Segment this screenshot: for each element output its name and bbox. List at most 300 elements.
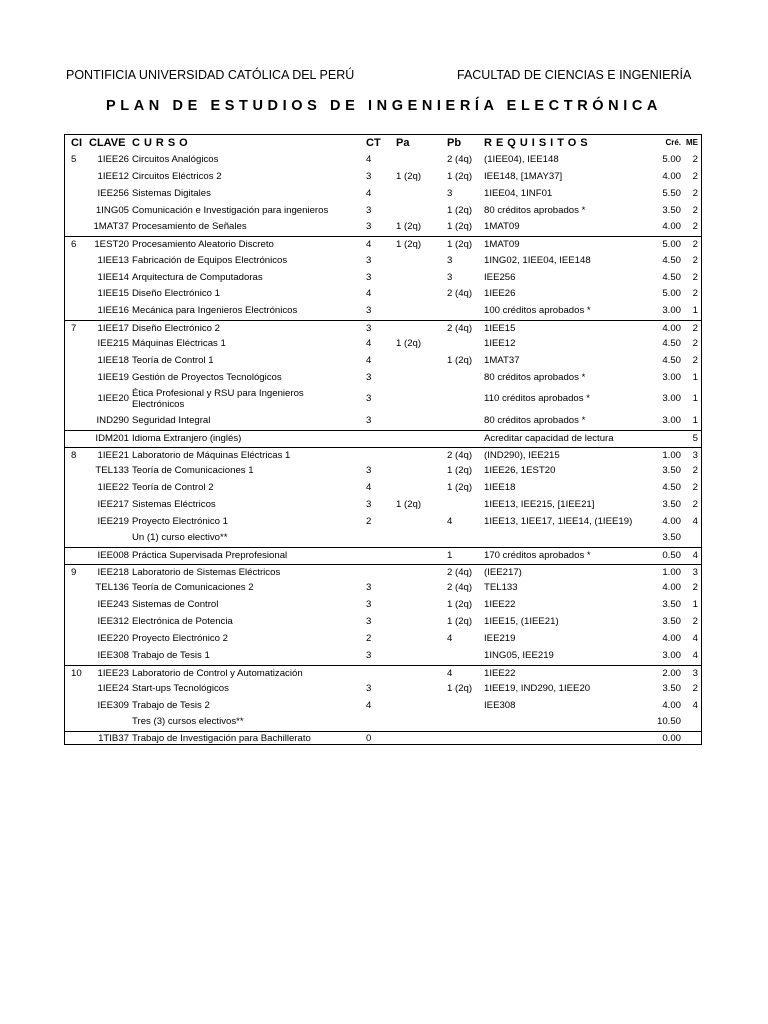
cell-ct: 3	[366, 415, 372, 427]
cell-requisitos: 1MAT09	[484, 239, 520, 251]
cell-requisitos: 110 créditos aprobados *	[484, 393, 590, 405]
cell-clave: 1IEE14	[97, 271, 129, 283]
table-row	[65, 413, 701, 430]
cell-pa: 1 (2q)	[396, 499, 422, 511]
cell-creditos: 4.50	[662, 338, 681, 350]
cell-curso: Trabajo de Tesis 2	[132, 699, 210, 711]
page-title: PLAN DE ESTUDIOS DE INGENIERÍA ELECTRÓNICA	[106, 98, 662, 114]
cell-ci: 6	[71, 239, 77, 251]
cell-ct	[366, 666, 386, 682]
cell-curso: Circuitos Eléctricos 2	[132, 170, 222, 182]
cell-ci	[71, 580, 91, 597]
cell-me: 4	[692, 650, 698, 662]
header-curso: CURSO	[132, 137, 192, 150]
cell-clave: 1IEE18	[97, 355, 129, 367]
cell-clave	[91, 530, 129, 547]
table-row	[65, 336, 701, 353]
cell-creditos: 3.50	[662, 204, 681, 216]
table-row	[65, 731, 701, 746]
cell-pa	[396, 431, 436, 448]
cell-creditos: 3.00	[662, 650, 681, 662]
cell-ci	[71, 648, 91, 665]
cell-pb: 4	[447, 667, 453, 679]
cell-requisitos: IEE308	[484, 699, 516, 711]
cell-pb: 1 (2q)	[447, 683, 473, 695]
cell-me: 3	[692, 449, 698, 461]
cell-pb: 2 (4q)	[447, 322, 473, 334]
table-row	[65, 631, 701, 648]
cell-ct: 2	[366, 515, 372, 527]
cell-pa	[396, 548, 436, 565]
cell-me: 2	[692, 582, 698, 594]
cell-creditos: 5.00	[662, 154, 681, 166]
cell-pb: 1 (2q)	[447, 204, 473, 216]
cell-clave: IEE217	[97, 499, 129, 511]
cell-creditos: 3.00	[662, 305, 681, 317]
cell-requisitos	[484, 530, 649, 547]
cell-requisitos: 1ING05, IEE219	[484, 650, 554, 662]
cell-curso: Procesamiento de Señales	[132, 221, 247, 233]
faculty-name: FACULTAD DE CIENCIAS E INGENIERÍA	[457, 68, 692, 82]
cell-pa	[396, 614, 436, 631]
table-row	[65, 370, 701, 386]
table-row	[65, 480, 701, 497]
cell-ci	[71, 463, 91, 480]
cell-me: 2	[692, 465, 698, 477]
cell-curso: Proyecto Electrónico 2	[132, 633, 228, 645]
cell-pa	[396, 681, 436, 698]
cell-creditos: 1.00	[662, 449, 681, 461]
cell-requisitos: 1IEE13, 1IEE17, 1IEE14, (1IEE19)	[484, 515, 633, 527]
table-row	[65, 320, 701, 337]
cell-curso: Trabajo de Investigación para Bachillerato	[132, 732, 311, 744]
cell-ct: 4	[366, 482, 372, 494]
cell-ct: 4	[366, 355, 372, 367]
table-row	[65, 681, 701, 698]
cell-pa	[396, 152, 436, 169]
cell-clave	[91, 714, 129, 731]
cell-me: 2	[692, 683, 698, 695]
cell-requisitos: (IEE217)	[484, 566, 522, 578]
cell-clave: 1IEE20	[97, 393, 129, 405]
cell-me: 4	[692, 515, 698, 527]
cell-clave: 1IEE17	[97, 322, 129, 334]
cell-creditos: 4.00	[662, 221, 681, 233]
cell-creditos: 3.50	[662, 683, 681, 695]
cell-pb: 1 (2q)	[447, 355, 473, 367]
cell-requisitos: 1IEE15, (1IEE21)	[484, 616, 559, 628]
cell-pb: 1 (2q)	[447, 239, 473, 251]
cell-clave: 1IEE19	[97, 371, 129, 383]
cell-pb: 4	[447, 633, 453, 645]
table-row	[65, 219, 701, 236]
cell-curso: Start-ups Tecnológicos	[132, 683, 229, 695]
cell-requisitos: 1MAT09	[484, 221, 520, 233]
table-row	[65, 530, 701, 547]
cell-pa: 1 (2q)	[396, 239, 422, 251]
cell-clave: IEE312	[97, 616, 129, 628]
cell-pb: 1 (2q)	[447, 170, 473, 182]
cell-creditos: 1.00	[662, 566, 681, 578]
cell-curso: Seguridad Integral	[132, 415, 211, 427]
cell-curso: Laboratorio de Control y Automatización	[132, 667, 303, 679]
cell-me: 2	[692, 322, 698, 334]
cell-pa	[396, 580, 436, 597]
cell-requisitos: 1IEE26	[484, 288, 516, 300]
cell-ci	[71, 203, 91, 219]
cell-clave: IEE256	[97, 188, 129, 200]
cell-ct: 2	[366, 633, 372, 645]
cell-requisitos: TEL133	[484, 582, 518, 594]
cell-pb	[447, 497, 481, 514]
cell-pa	[396, 597, 436, 614]
cell-me: 1	[692, 415, 698, 427]
cell-clave: 1IEE13	[97, 255, 129, 267]
cell-curso: Laboratorio de Máquinas Eléctricas 1	[132, 449, 291, 461]
table-row	[65, 614, 701, 631]
table-header-row	[65, 135, 701, 152]
cell-ct: 0	[366, 732, 372, 744]
cell-ct: 3	[366, 305, 372, 317]
cell-ci	[71, 548, 91, 565]
cell-clave: 1IEE26	[97, 154, 129, 166]
cell-pa	[396, 386, 436, 413]
cell-pa	[396, 303, 436, 320]
cell-requisitos: 1IEE22	[484, 599, 516, 611]
table-row	[65, 236, 701, 254]
header-me: ME	[686, 138, 698, 148]
cell-ct: 3	[366, 499, 372, 511]
cell-pa	[396, 370, 436, 386]
cell-curso: Máquinas Eléctricas 1	[132, 338, 226, 350]
cell-ct: 3	[366, 582, 372, 594]
cell-creditos: 3.50	[662, 499, 681, 511]
cell-pa: 1 (2q)	[396, 170, 422, 182]
cell-creditos: 4.50	[662, 355, 681, 367]
cell-clave: IEE219	[97, 515, 129, 527]
cell-curso: Gestión de Proyectos Tecnológicos	[132, 371, 282, 383]
cell-pb	[447, 530, 481, 547]
cell-curso: Un (1) curso electivo**	[132, 532, 228, 544]
cell-curso: Comunicación e Investigación para ingenieros	[132, 204, 329, 216]
cell-pa	[396, 714, 436, 731]
cell-creditos: 3.50	[662, 599, 681, 611]
cell-pb: 3	[447, 188, 453, 200]
cell-requisitos: 1IEE22	[484, 667, 516, 679]
cell-creditos: 4.00	[662, 633, 681, 645]
cell-ct: 3	[366, 255, 372, 267]
cell-requisitos: 1IEE18	[484, 482, 516, 494]
cell-pa	[396, 514, 436, 530]
table-row	[65, 152, 701, 169]
cell-ci	[71, 431, 91, 448]
cell-clave: IEE215	[97, 338, 129, 350]
cell-clave: IEE243	[97, 599, 129, 611]
header-ci: CI	[71, 137, 82, 150]
cell-me	[684, 732, 698, 746]
cell-clave: IEE308	[97, 650, 129, 662]
cell-curso: Ética Profesional y RSU para Ingenieros Electrónicos	[132, 387, 304, 410]
cell-requisitos: IEE148, [1MAY37]	[484, 170, 563, 182]
cell-curso: Idioma Extranjero (inglés)	[132, 433, 242, 445]
cell-me: 2	[692, 355, 698, 367]
cell-me: 2	[692, 170, 698, 182]
cell-curso: Procesamiento Aleatorio Discreto	[132, 239, 274, 251]
cell-creditos: 3.00	[662, 371, 681, 383]
cell-curso: Tres (3) cursos electivos**	[132, 716, 244, 728]
cell-curso: Circuitos Analógicos	[132, 154, 219, 166]
cell-pb: 1 (2q)	[447, 221, 473, 233]
cell-pb	[447, 336, 481, 353]
cell-me: 2	[692, 255, 698, 267]
cell-ci	[71, 270, 91, 286]
cell-ci	[71, 370, 91, 386]
cell-ct: 4	[366, 699, 372, 711]
cell-me: 2	[692, 154, 698, 166]
cell-me: 3	[692, 566, 698, 578]
cell-ci	[71, 597, 91, 614]
cell-pb: 2 (4q)	[447, 154, 473, 166]
cell-ct	[366, 548, 386, 565]
cell-creditos: 3.50	[662, 616, 681, 628]
cell-requisitos: 80 créditos aprobados *	[484, 204, 586, 216]
cell-ci	[71, 219, 91, 236]
header-pa: Pa	[396, 137, 410, 150]
cell-creditos: 3.50	[662, 465, 681, 477]
cell-pb	[447, 413, 481, 430]
cell-ci	[71, 530, 91, 547]
header-pb: Pb	[447, 137, 462, 150]
cell-requisitos: Acreditar capacidad de lectura	[484, 433, 614, 445]
cell-ct: 4	[366, 288, 372, 300]
cell-me: 2	[692, 188, 698, 200]
cell-pa	[396, 186, 436, 203]
cell-clave: TEL133	[95, 465, 129, 477]
cell-ci	[71, 714, 91, 731]
cell-ct: 4	[366, 154, 372, 166]
cell-me: 2	[692, 338, 698, 350]
cell-curso: Laboratorio de Sistemas Eléctricos	[132, 566, 281, 578]
cell-requisitos: (1IEE04), IEE148	[484, 154, 559, 166]
cell-creditos: 4.00	[662, 699, 681, 711]
cell-clave: IND290	[96, 415, 129, 427]
cell-ct	[366, 530, 386, 547]
cell-creditos: 2.00	[662, 667, 681, 679]
cell-creditos: 0.00	[662, 732, 681, 744]
cell-ci	[71, 386, 91, 413]
cell-curso: Teoría de Comunicaciones 1	[132, 465, 254, 477]
table-row	[65, 286, 701, 303]
cell-me	[684, 714, 698, 731]
cell-ci	[71, 303, 91, 320]
cell-requisitos: 80 créditos aprobados *	[484, 371, 586, 383]
cell-ct: 4	[366, 239, 372, 251]
cell-pa	[396, 353, 436, 370]
cell-pa	[396, 666, 436, 682]
cell-clave: 1MAT37	[93, 221, 129, 233]
header-requisitos: REQUISITOS	[484, 137, 592, 150]
cell-me: 4	[692, 633, 698, 645]
cell-requisitos: 1IEE13, IEE215, [1IEE21]	[484, 499, 595, 511]
cell-clave: 1EST20	[94, 239, 129, 251]
cell-clave: 1IEE24	[97, 683, 129, 695]
header-clave: CLAVE	[89, 137, 126, 150]
table-row	[65, 303, 701, 320]
cell-clave: 1IEE16	[97, 305, 129, 317]
cell-ci	[71, 186, 91, 203]
table-row	[65, 547, 701, 565]
cell-me: 3	[692, 667, 698, 679]
cell-creditos: 5.00	[662, 288, 681, 300]
cell-curso: Proyecto Electrónico 1	[132, 515, 228, 527]
cell-requisitos: 1IEE26, 1EST20	[484, 465, 556, 477]
cell-ci: 7	[71, 322, 77, 334]
cell-curso: Sistemas de Control	[132, 599, 219, 611]
table-row	[65, 714, 701, 731]
cell-pb	[447, 303, 481, 320]
cell-requisitos: 80 créditos aprobados *	[484, 415, 586, 427]
cell-ci	[71, 514, 91, 530]
cell-pb: 3	[447, 255, 453, 267]
cell-clave: TEL136	[95, 582, 129, 594]
table-row	[65, 514, 701, 530]
cell-creditos: 4.50	[662, 271, 681, 283]
cell-pa	[396, 203, 436, 219]
cell-pa	[396, 321, 436, 337]
cell-pb: 1 (2q)	[447, 599, 473, 611]
cell-pa	[396, 270, 436, 286]
cell-pa	[396, 413, 436, 430]
cell-me: 2	[692, 271, 698, 283]
cell-pb	[447, 386, 481, 413]
table-row	[65, 665, 701, 682]
cell-ci: 5	[71, 154, 77, 166]
cell-creditos: 3.00	[662, 393, 681, 405]
cell-creditos	[649, 431, 681, 448]
cell-pa	[396, 480, 436, 497]
cell-me: 2	[692, 482, 698, 494]
cell-me: 5	[692, 433, 698, 445]
cell-ct: 3	[366, 221, 372, 233]
cell-creditos: 5.00	[662, 239, 681, 251]
cell-curso: Sistemas Eléctricos	[132, 499, 216, 511]
cell-pa	[396, 698, 436, 714]
cell-pa	[396, 286, 436, 303]
cell-curso: Teoría de Control 1	[132, 355, 214, 367]
table-row	[65, 648, 701, 665]
cell-ci	[71, 614, 91, 631]
table-row	[65, 447, 701, 464]
cell-ct: 3	[366, 393, 372, 405]
cell-me: 2	[692, 239, 698, 251]
cell-ct	[366, 565, 386, 581]
cell-pb	[447, 698, 481, 714]
cell-pa	[396, 648, 436, 665]
cell-ci	[71, 698, 91, 714]
cell-requisitos: 1ING02, 1IEE04, IEE148	[484, 255, 591, 267]
cell-curso: Mecánica para Ingenieros Electrónicos	[132, 305, 298, 317]
cell-requisitos: IEE256	[484, 271, 516, 283]
cell-curso: Trabajo de Tesis 1	[132, 650, 210, 662]
cell-creditos: 3.00	[662, 415, 681, 427]
cell-ct: 3	[366, 371, 372, 383]
study-plan-table	[64, 134, 702, 745]
cell-creditos: 10.50	[656, 716, 681, 728]
cell-ci	[71, 336, 91, 353]
cell-requisitos	[484, 714, 649, 731]
cell-pa: 1 (2q)	[396, 338, 422, 350]
cell-ci	[71, 253, 91, 270]
cell-me: 2	[692, 221, 698, 233]
cell-pb: 2 (4q)	[447, 449, 473, 461]
cell-ci	[71, 480, 91, 497]
cell-clave: 1IEE21	[97, 449, 129, 461]
cell-me: 4	[692, 699, 698, 711]
cell-ct: 3	[366, 683, 372, 695]
table-row	[65, 564, 701, 581]
cell-ct: 3	[366, 650, 372, 662]
cell-me: 1	[692, 599, 698, 611]
cell-ct	[366, 431, 386, 448]
cell-pb: 3	[447, 271, 453, 283]
table-row	[65, 270, 701, 286]
cell-me: 1	[692, 371, 698, 383]
cell-pb: 1 (2q)	[447, 616, 473, 628]
cell-ci	[71, 681, 91, 698]
cell-requisitos: 100 créditos aprobados *	[484, 305, 591, 317]
cell-creditos: 4.00	[662, 322, 681, 334]
cell-ct	[366, 448, 386, 464]
cell-pb	[447, 732, 481, 746]
cell-creditos: 4.00	[662, 582, 681, 594]
cell-requisitos: 170 créditos aprobados *	[484, 550, 591, 562]
cell-creditos: 4.00	[662, 170, 681, 182]
table-row	[65, 497, 701, 514]
cell-pb	[447, 370, 481, 386]
cell-ct: 4	[366, 188, 372, 200]
cell-requisitos: 1MAT37	[484, 355, 520, 367]
cell-ct: 3	[366, 271, 372, 283]
cell-pa	[396, 463, 436, 480]
table-row	[65, 203, 701, 219]
cell-pa	[396, 448, 436, 464]
cell-me: 2	[692, 204, 698, 216]
cell-clave: IEE218	[97, 566, 129, 578]
cell-ci	[71, 413, 91, 430]
cell-pa	[396, 732, 436, 746]
cell-creditos: 0.50	[662, 550, 681, 562]
cell-requisitos: (IND290), IEE215	[484, 449, 560, 461]
cell-creditos: 4.00	[662, 515, 681, 527]
cell-creditos: 4.50	[662, 482, 681, 494]
cell-me: 2	[692, 616, 698, 628]
cell-clave: IEE008	[97, 550, 129, 562]
cell-ci: 10	[71, 667, 82, 679]
cell-ci	[71, 497, 91, 514]
cell-clave: 1IEE22	[97, 482, 129, 494]
cell-ci	[71, 169, 91, 185]
cell-clave: 1IEE15	[97, 288, 129, 300]
cell-clave: 1IEE23	[97, 667, 129, 679]
cell-pb: 1 (2q)	[447, 465, 473, 477]
cell-curso: Teoría de Comunicaciones 2	[132, 582, 254, 594]
cell-curso: Diseño Electrónico 1	[132, 288, 220, 300]
header-creditos: Cré.	[665, 138, 681, 148]
cell-clave: 1TIB37	[98, 732, 129, 744]
cell-me: 1	[692, 305, 698, 317]
cell-pa: 1 (2q)	[396, 221, 422, 233]
cell-clave: IEE309	[97, 699, 129, 711]
